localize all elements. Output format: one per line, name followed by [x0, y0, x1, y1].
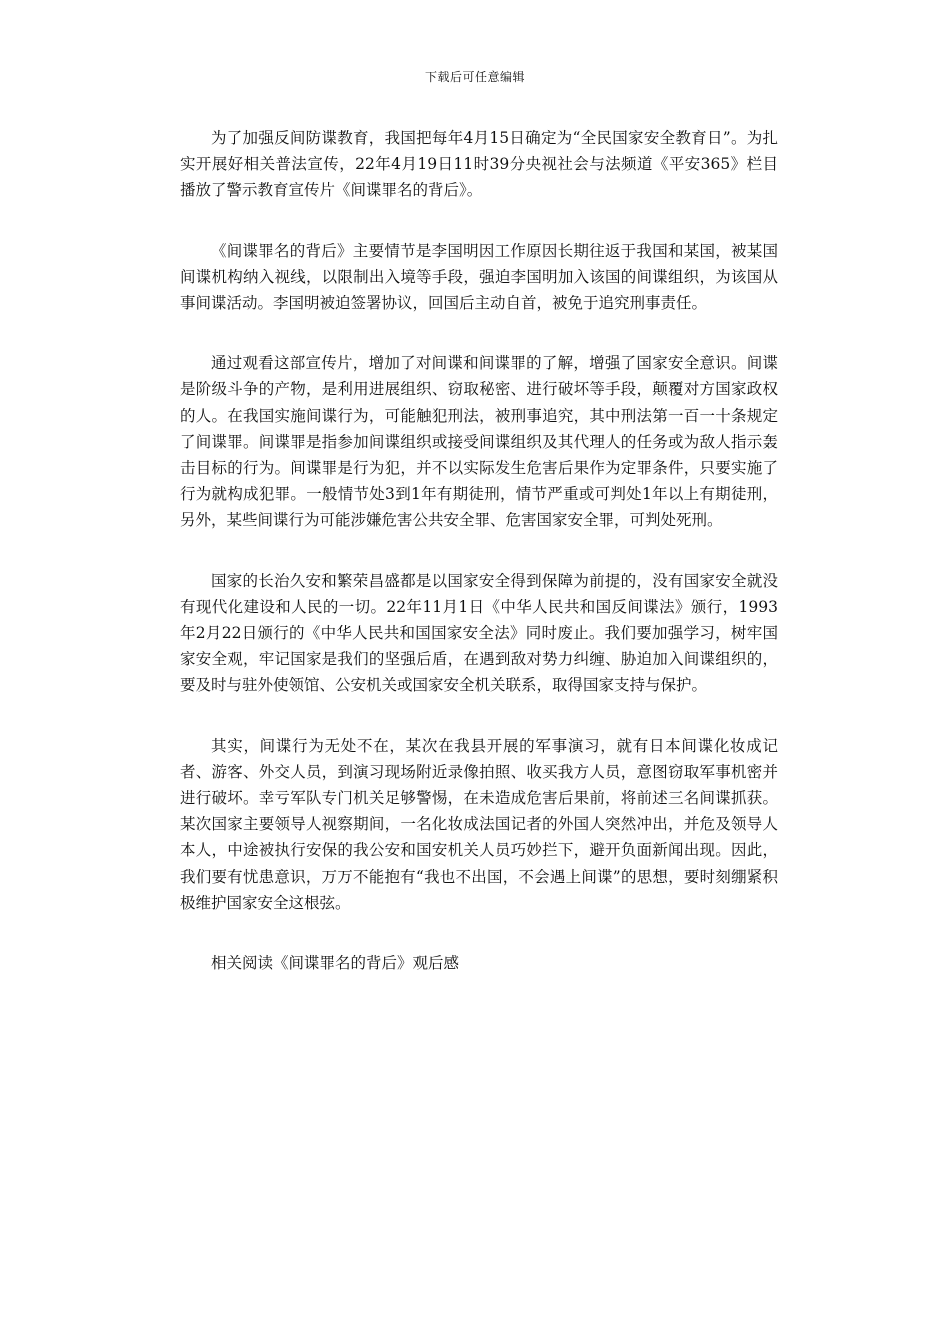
paragraph-2: 《间谍罪名的背后》主要情节是李国明因工作原因长期往返于我国和某国，被某国间谍机构纳入视线，以限制出入境等手段，强迫李国明加入该国的间谍组织，为该国从事间谍活动。李国明被迫签署协议，回国后主动自首，被免于追究刑事责任。	[180, 241, 778, 313]
related-reading: 相关阅读《间谍罪名的背后》观后感	[211, 954, 460, 973]
page-header: 下载后可任意编辑	[424, 70, 525, 84]
paragraph-4: 国家的长治久安和繁荣昌盛都是以国家安全得到保障为前提的，没有国家安全就没有现代化建设和人民的一切。22年11月1日《中华人民共和国反间谍法》颁行，1993年2月22日颁行的《中华人民共和国国家安全法》同时废止。我们要加强学习，树牢国家安全观，牢记国家是我们的坚强后盾，在遇到敌对势力纠缠、胁迫加入间谍组织的，要及时与驻外使领馆、公安机关或国家安全机关联系，取得国家支持与保护。	[180, 571, 778, 695]
paragraph-5: 其实，间谍行为无处不在，某次在我县开展的军事演习，就有日本间谍化妆成记者、游客、外交人员，到演习现场附近录像拍照、收买我方人员，意图窃取军事机密并进行破坏。幸亏军队专门机关足够警惕，在未造成危害后果前，将前述三名间谍抓获。某次国家主要领导人视察期间，一名化妆成法国记者的外国人突然冲出，并危及领导人本人，中途被执行安保的我公安和国安机关人员巧妙拦下，避开负面新闻出现。因此，我们要有忧患意识，万万不能抱有“我也不出国，不会遇上间谍”的思想，要时刻绷紧积极维护国家安全这根弦。	[180, 736, 778, 912]
paragraph-1: 为了加强反间防谍教育，我国把每年4月15日确定为“全民国家安全教育日”。为扎实开展好相关普法宣传，22年4月19日11时39分央视社会与法频道《平安365》栏目播放了警示教育宣传片《间谍罪名的背后》。	[180, 129, 778, 200]
paragraph-3: 通过观看这部宣传片，增加了对间谍和间谍罪的了解，增强了国家安全意识。间谍是阶级斗争的产物，是利用进展组织、窃取秘密、进行破坏等手段，颠覆对方国家政权的人。在我国实施间谍行为，可能触犯刑法，被刑事追究，其中刑法第一百一十条规定了间谍罪。间谍罪是指参加间谍组织或接受间谍组织及其代理人的任务或为敌人指示轰击目标的行为。间谍罪是行为犯，并不以实际发生危害后果作为定罪条件，只要实施了行为就构成犯罪。一般情节处3到1年有期徒刑，情节严重或可判处1年以上有期徒刑，另外，某些间谍行为可能涉嫌危害公共安全罪、危害国家安全罪，可判处死刑。	[180, 354, 778, 530]
document-body	[180, 125, 778, 1010]
